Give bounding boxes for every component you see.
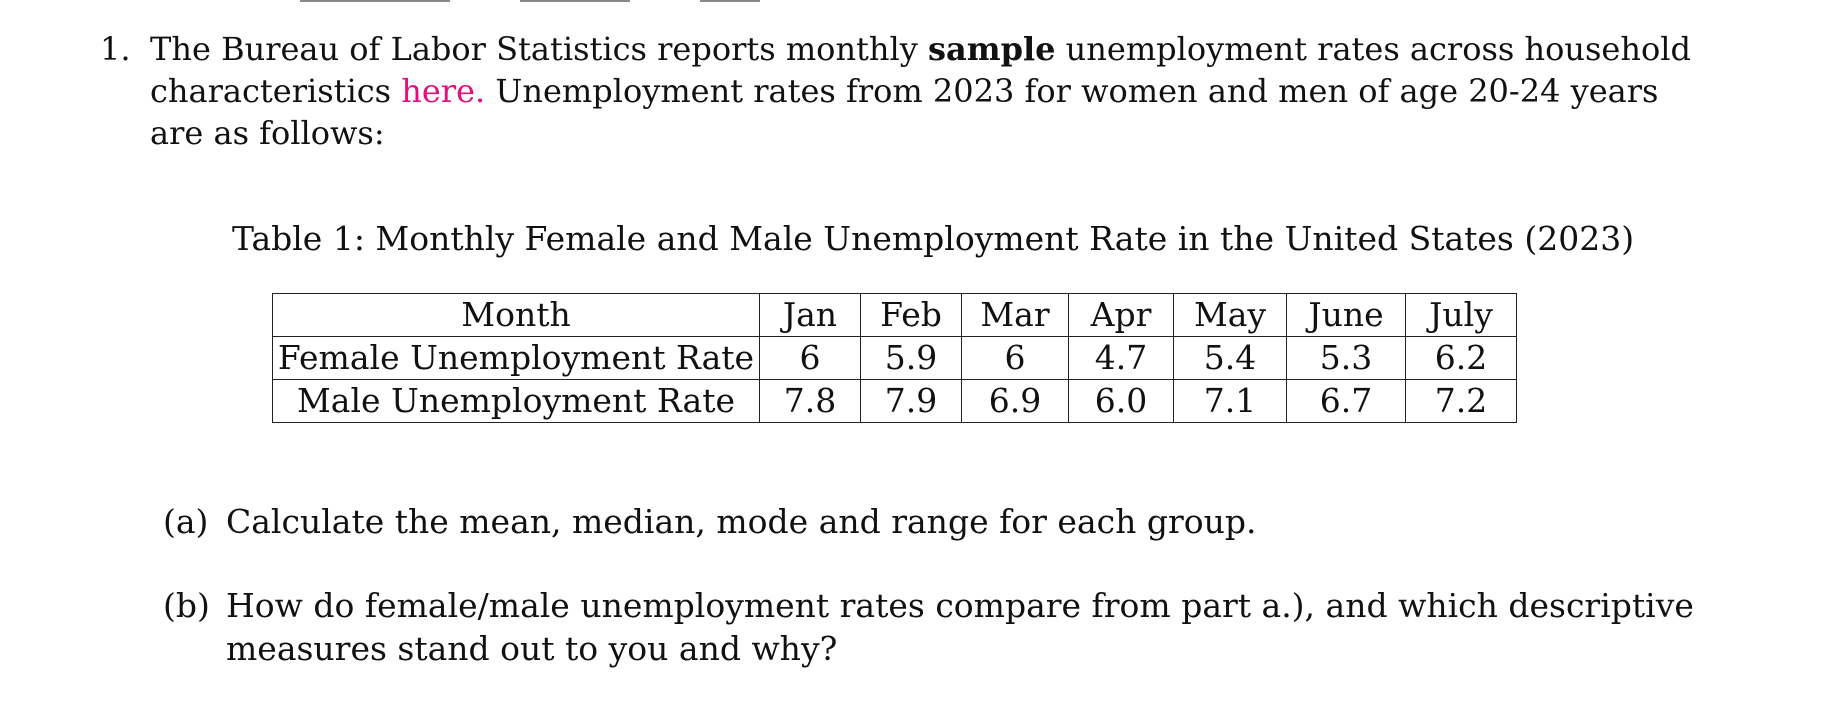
row-label-cell: Male Unemployment Rate: [273, 380, 760, 423]
table-caption: Table 1: Monthly Female and Male Unemployment Rate in the United States (2023): [232, 219, 1635, 258]
month-cell: Feb: [861, 294, 962, 337]
table-row-female: [273, 337, 1517, 380]
value-cell: 7.8: [760, 380, 861, 423]
month-cell: Apr: [1069, 294, 1174, 337]
question-number: 1.: [100, 30, 131, 68]
value-cell: 4.7: [1069, 337, 1174, 380]
part-a-label: (a): [163, 502, 209, 541]
value-cell: 6.9: [962, 380, 1069, 423]
question-text-start: The Bureau of Labor Statistics reports monthly: [150, 30, 928, 68]
question-text-end: Unemployment rates from 2023 for women and men of age 20-24 years are as follows:: [150, 72, 1659, 152]
month-cell: June: [1287, 294, 1406, 337]
value-cell: 7.1: [1174, 380, 1287, 423]
row-label-cell: Female Unemployment Rate: [273, 337, 760, 380]
month-cell: May: [1174, 294, 1287, 337]
month-cell: July: [1406, 294, 1517, 337]
value-cell: 6.0: [1069, 380, 1174, 423]
question-text: [150, 28, 1720, 154]
part-b-label: (b): [163, 586, 210, 625]
value-cell: 6.2: [1406, 337, 1517, 380]
value-cell: 5.4: [1174, 337, 1287, 380]
question-text-middle: unemployment rates across household characteristics: [150, 30, 1691, 110]
value-cell: 5.9: [861, 337, 962, 380]
unemployment-table: [272, 293, 1517, 423]
value-cell: 5.3: [1287, 337, 1406, 380]
value-cell: 7.9: [861, 380, 962, 423]
month-cell: Jan: [760, 294, 861, 337]
here-link[interactable]: here.: [401, 72, 486, 110]
value-cell: 7.2: [1406, 380, 1517, 423]
value-cell: 6: [760, 337, 861, 380]
value-cell: 6.7: [1287, 380, 1406, 423]
part-b-text: How do female/male unemployment rates compare from part a.), and which descriptive measures stand out to you and why?: [226, 586, 1694, 668]
cropped-previous-text: [300, 0, 770, 2]
question-bold-word: sample: [928, 30, 1056, 68]
value-cell: 6: [962, 337, 1069, 380]
month-cell: Mar: [962, 294, 1069, 337]
header-label-cell: Month: [273, 294, 760, 337]
table-header-row: [273, 294, 1517, 337]
part-a-text: Calculate the mean, median, mode and range for each group.: [226, 502, 1257, 541]
table-row-male: [273, 380, 1517, 423]
